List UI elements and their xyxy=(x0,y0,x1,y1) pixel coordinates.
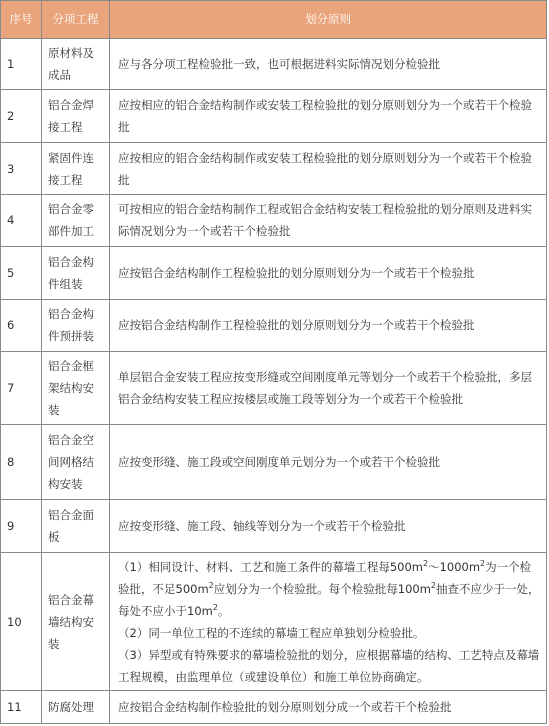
table-row xyxy=(1,90,547,143)
superscript: 2 xyxy=(212,603,218,613)
table-row xyxy=(1,499,547,553)
rule-text: （1）相同设计、材料、工艺和施工条件的幕墙工程每500m xyxy=(118,559,423,574)
rule-paragraph-3: （3）异型或有特殊要求的幕墙检验批的划分，应根据幕墙的结构、工艺特点及幕墙工程规模，由监理单位（或建设单位）和施工单位协商确定。 xyxy=(118,647,540,684)
table-row xyxy=(1,691,547,724)
table-row xyxy=(1,299,547,352)
row-item: 铝合金构件预拼装 xyxy=(42,299,110,352)
row-seq: 8 xyxy=(1,425,42,499)
row-rule: 应按铝合金结构制作工程检验批的划分原则划分为一个或若干个检验批 xyxy=(110,299,547,352)
superscript: 2 xyxy=(480,559,486,569)
table-row xyxy=(1,425,547,499)
row-seq: 7 xyxy=(1,352,42,425)
row-rule: 应按变形缝、施工段或空间刚度单元划分为一个或若干个检验批 xyxy=(110,425,547,499)
row-seq: 9 xyxy=(1,499,42,553)
header-rule: 划分原则 xyxy=(110,1,547,39)
row-rule: 应按变形缝、施工段、轴线等划分为一个或若干个检验批 xyxy=(110,499,547,553)
superscript: 2 xyxy=(430,581,436,591)
rule-paragraph-2: （2）同一单位工程的不连续的幕墙工程应单独划分检验批。 xyxy=(118,625,425,640)
row-rule: 单层铝合金安装工程应按变形缝或空间刚度单元等划分一个或若干个检验批，多层铝合金结构安装工程应按楼层或施工段等划分为一个或若干个检验批 xyxy=(110,352,547,425)
row-seq: 1 xyxy=(1,38,42,90)
row-item: 紧固件连接工程 xyxy=(42,143,110,195)
row-rule: 应按相应的铝合金结构制作或安装工程检验批的划分原则划分为一个或若干个检验批 xyxy=(110,143,547,195)
superscript: 2 xyxy=(208,581,214,591)
row-seq: 11 xyxy=(1,691,42,724)
table-row xyxy=(1,38,547,90)
row-rule: 应按铝合金结构制作工程检验批的划分原则划分为一个或若干个检验批 xyxy=(110,246,547,299)
table-row xyxy=(1,352,547,425)
row-rule: 应按铝合金结构制作检验批的划分原则划分成一个或若干个检验批 xyxy=(110,691,547,724)
row-item: 铝合金零部件加工 xyxy=(42,194,110,246)
row-seq: 5 xyxy=(1,246,42,299)
row-item: 铝合金面板 xyxy=(42,499,110,553)
row-item: 铝合金焊接工程 xyxy=(42,90,110,143)
rule-paragraph-1 xyxy=(118,556,540,622)
row-item: 原材料及成品 xyxy=(42,38,110,90)
row-seq: 2 xyxy=(1,90,42,143)
rule-text: 。 xyxy=(217,603,230,618)
rule-text: 为一个检验批，不足500m xyxy=(118,559,532,596)
row-item: 防腐处理 xyxy=(42,691,110,724)
row-rule: 应按相应的铝合金结构制作或安装工程检验批的划分原则划分为一个或若干个检验批 xyxy=(110,90,547,143)
rule-text: ～1000m xyxy=(428,559,481,574)
row-rule: 可按相应的铝合金结构制作工程或铝合金结构安装工程检验批的划分原则及进料实际情况划分为一个或若干个检验批 xyxy=(110,194,547,246)
superscript: 2 xyxy=(422,559,429,569)
row-rule-multipart xyxy=(110,553,547,691)
row-item: 铝合金构件组装 xyxy=(42,246,110,299)
rule-text: 抽查不应少于一处，每处不应小于10m xyxy=(118,581,540,618)
row-seq: 6 xyxy=(1,299,42,352)
header-seq: 序号 xyxy=(1,1,42,39)
row-seq: 3 xyxy=(1,143,42,195)
row-item: 铝合金框架结构安装 xyxy=(42,352,110,425)
row-item: 铝合金幕墙结构安装 xyxy=(42,553,110,691)
row-seq: 4 xyxy=(1,194,42,246)
row-item: 铝合金空间网格结构安装 xyxy=(42,425,110,499)
table-row xyxy=(1,194,547,246)
rule-text: 应划分为一个检验批。每个检验批每100m xyxy=(213,581,431,596)
row-rule: 应与各分项工程检验批一致，也可根据进料实际情况划分检验批 xyxy=(110,38,547,90)
table-row xyxy=(1,246,547,299)
table-row xyxy=(1,553,547,691)
header-item: 分项工程 xyxy=(42,1,110,39)
table-row xyxy=(1,143,547,195)
row-seq: 10 xyxy=(1,553,42,691)
table-header-row xyxy=(1,1,547,39)
